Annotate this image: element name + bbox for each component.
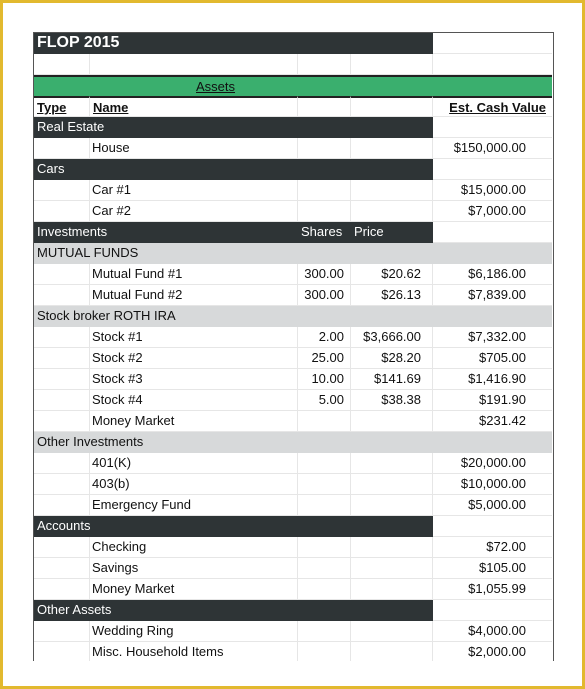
item-name[interactable]: 403(b) [90, 474, 298, 495]
item-value[interactable]: $150,000.00 [433, 138, 552, 159]
asset-table [34, 33, 553, 661]
item-price[interactable] [351, 180, 433, 201]
section-header: Cars [34, 159, 433, 180]
item-shares[interactable] [298, 411, 351, 432]
cell[interactable] [34, 285, 90, 306]
cell[interactable] [34, 453, 90, 474]
item-price[interactable] [351, 621, 433, 642]
cell[interactable] [34, 54, 90, 75]
item-shares[interactable]: 300.00 [298, 264, 351, 285]
item-value[interactable]: $231.42 [433, 411, 552, 432]
item-name[interactable]: Mutual Fund #2 [90, 285, 298, 306]
item-name[interactable]: 401(K) [90, 453, 298, 474]
item-value[interactable]: $5,000.00 [433, 495, 552, 516]
cell[interactable] [433, 516, 552, 537]
item-name[interactable]: Emergency Fund [90, 495, 298, 516]
cell[interactable] [298, 54, 351, 75]
item-shares[interactable] [298, 642, 351, 661]
section-header: Stock broker ROTH IRA [34, 306, 552, 327]
cell[interactable] [433, 33, 552, 54]
cell[interactable] [34, 642, 90, 661]
section-header: Investments [34, 222, 298, 243]
section-header: Accounts [34, 516, 433, 537]
item-shares[interactable] [298, 621, 351, 642]
item-name[interactable]: House [90, 138, 298, 159]
item-shares[interactable] [298, 453, 351, 474]
cell[interactable] [34, 138, 90, 159]
item-price[interactable] [351, 537, 433, 558]
item-shares[interactable]: 25.00 [298, 348, 351, 369]
item-price[interactable] [351, 201, 433, 222]
item-name[interactable]: Misc. Household Items [90, 642, 298, 661]
item-shares[interactable] [298, 537, 351, 558]
item-price[interactable] [351, 474, 433, 495]
cell[interactable] [34, 474, 90, 495]
item-value[interactable]: $4,000.00 [433, 621, 552, 642]
item-value[interactable]: $1,416.90 [433, 369, 552, 390]
item-shares[interactable] [298, 138, 351, 159]
item-price[interactable] [351, 558, 433, 579]
item-value[interactable]: $15,000.00 [433, 180, 552, 201]
item-name[interactable]: Money Market [90, 579, 298, 600]
cell[interactable] [34, 348, 90, 369]
item-price[interactable] [351, 642, 433, 661]
cell[interactable] [433, 54, 552, 75]
cell[interactable] [351, 96, 433, 117]
item-name[interactable]: Mutual Fund #1 [90, 264, 298, 285]
item-shares[interactable] [298, 201, 351, 222]
sheet-title: FLOP 2015 [34, 33, 433, 54]
item-name[interactable]: Savings [90, 558, 298, 579]
item-price[interactable] [351, 579, 433, 600]
item-value[interactable]: $705.00 [433, 348, 552, 369]
item-shares[interactable]: 2.00 [298, 327, 351, 348]
cell[interactable] [34, 579, 90, 600]
item-shares[interactable]: 300.00 [298, 285, 351, 306]
cell[interactable] [34, 180, 90, 201]
item-price[interactable] [351, 138, 433, 159]
section-header: MUTUAL FUNDS [34, 243, 552, 264]
item-value[interactable]: $7,839.00 [433, 285, 552, 306]
item-value[interactable]: $105.00 [433, 558, 552, 579]
item-shares[interactable]: 10.00 [298, 369, 351, 390]
item-name[interactable]: Wedding Ring [90, 621, 298, 642]
item-price[interactable]: $3,666.00 [351, 327, 433, 348]
item-price[interactable]: $141.69 [351, 369, 433, 390]
item-shares[interactable] [298, 180, 351, 201]
cell[interactable] [34, 369, 90, 390]
cell[interactable] [433, 600, 552, 621]
column-header-price: Price [351, 222, 433, 243]
assets-label: Assets [196, 79, 236, 94]
item-value[interactable]: $20,000.00 [433, 453, 552, 474]
item-value[interactable]: $7,332.00 [433, 327, 552, 348]
item-name[interactable]: Stock #4 [90, 390, 298, 411]
cell[interactable] [34, 201, 90, 222]
section-header: Real Estate [34, 117, 433, 138]
item-price[interactable] [351, 453, 433, 474]
item-price[interactable]: $26.13 [351, 285, 433, 306]
cell[interactable] [34, 264, 90, 285]
item-shares[interactable] [298, 474, 351, 495]
section-header: Other Investments [34, 432, 552, 453]
header-est-cash-value: Est. Cash Value [433, 96, 552, 117]
item-name[interactable]: Car #2 [90, 201, 298, 222]
cell[interactable] [34, 390, 90, 411]
item-name[interactable]: Car #1 [90, 180, 298, 201]
item-price[interactable] [351, 495, 433, 516]
item-price[interactable]: $38.38 [351, 390, 433, 411]
item-price[interactable]: $20.62 [351, 264, 433, 285]
cell[interactable] [34, 327, 90, 348]
item-price[interactable] [351, 411, 433, 432]
cell[interactable] [433, 222, 552, 243]
cell[interactable] [34, 495, 90, 516]
item-value[interactable]: $6,186.00 [433, 264, 552, 285]
item-name[interactable]: Stock #3 [90, 369, 298, 390]
item-name[interactable]: Stock #2 [90, 348, 298, 369]
item-shares[interactable]: 5.00 [298, 390, 351, 411]
assets-banner [34, 75, 552, 96]
item-name[interactable]: Checking [90, 537, 298, 558]
item-value[interactable]: $7,000.00 [433, 201, 552, 222]
item-value[interactable]: $1,055.99 [433, 579, 552, 600]
cell[interactable] [351, 54, 433, 75]
cell[interactable] [90, 54, 298, 75]
cell[interactable] [34, 558, 90, 579]
section-header: Other Assets [34, 600, 433, 621]
item-value[interactable]: $2,000.00 [433, 642, 552, 661]
cell[interactable] [298, 96, 351, 117]
item-price[interactable]: $28.20 [351, 348, 433, 369]
cell[interactable] [34, 411, 90, 432]
item-value[interactable]: $191.90 [433, 390, 552, 411]
item-value[interactable]: $72.00 [433, 537, 552, 558]
cell[interactable] [433, 117, 552, 138]
item-shares[interactable] [298, 579, 351, 600]
item-shares[interactable] [298, 558, 351, 579]
page-frame [3, 3, 582, 686]
item-name[interactable]: Stock #1 [90, 327, 298, 348]
header-name: Name [90, 96, 298, 117]
cell[interactable] [34, 537, 90, 558]
item-name[interactable]: Money Market [90, 411, 298, 432]
cell[interactable] [433, 159, 552, 180]
item-value[interactable]: $10,000.00 [433, 474, 552, 495]
spreadsheet [33, 32, 554, 661]
column-header-shares: Shares [298, 222, 351, 243]
header-type: Type [34, 96, 90, 117]
item-shares[interactable] [298, 495, 351, 516]
cell[interactable] [34, 621, 90, 642]
